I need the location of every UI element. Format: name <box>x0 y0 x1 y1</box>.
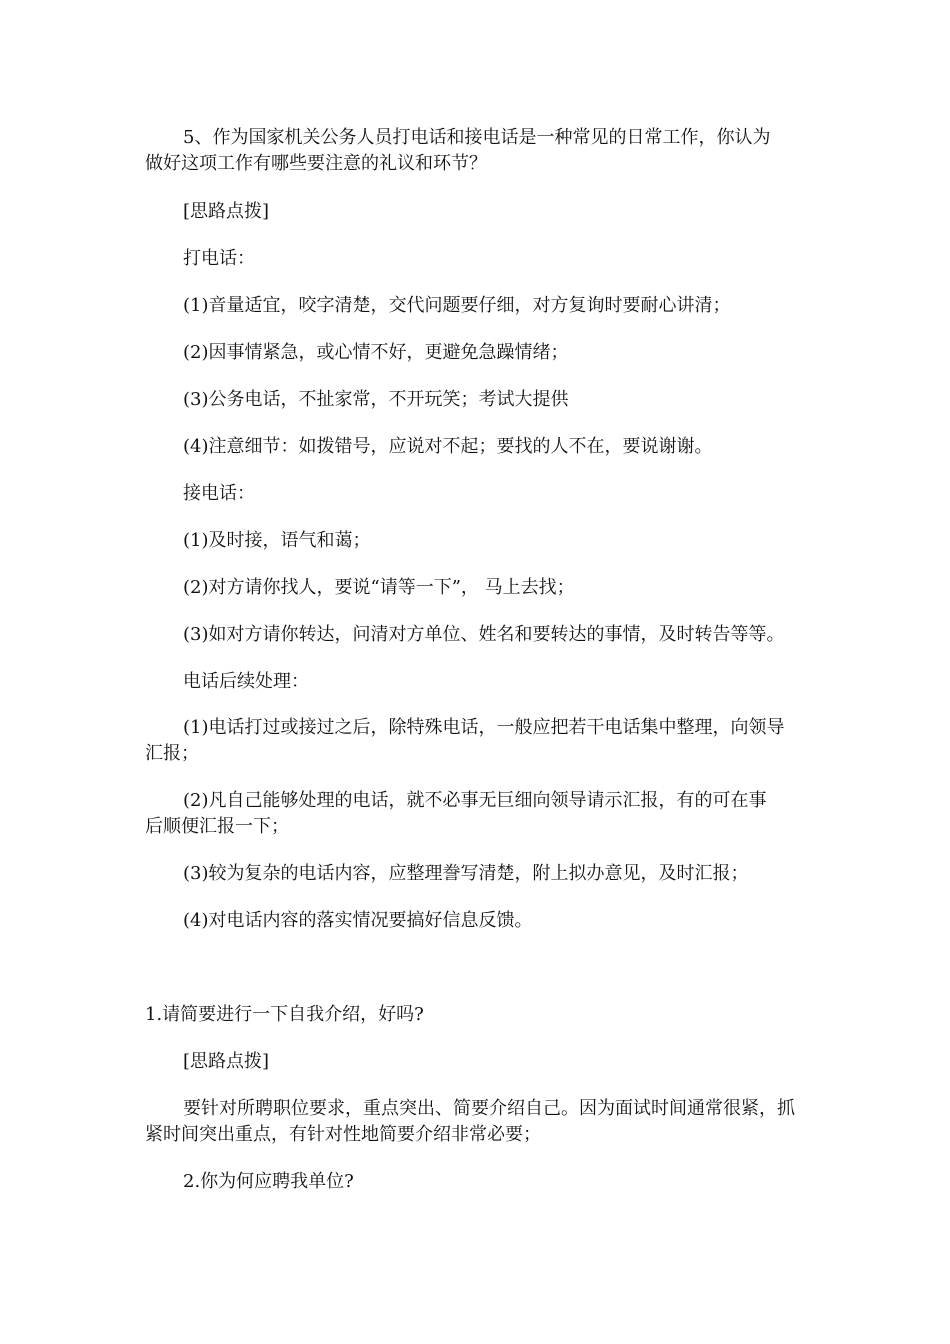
hint-label: [思路点拨] <box>183 201 270 222</box>
answer-call-item: (2)对方请你找人，要说“请等一下”， 马上去找； <box>183 577 575 598</box>
followup-item: (3)较为复杂的电话内容，应整理誊写清楚，附上拟办意见，及时汇报； <box>183 863 749 884</box>
make-call-item: (4)注意细节：如拨错号，应说对不起；要找的人不在，要说谢谢。 <box>183 436 713 457</box>
followup-heading: 电话后续处理： <box>183 671 309 692</box>
question-5-line-2: 做好这项工作有哪些要注意的礼议和环节？ <box>145 153 487 174</box>
question-1: 1.请简要进行一下自我介绍，好吗? <box>145 1004 424 1025</box>
followup-item-line-2: 后顺便汇报一下； <box>145 816 289 837</box>
make-call-item: (2)因事情紧急，或心情不好，更避免急躁情绪； <box>183 342 569 363</box>
make-call-heading: 打电话： <box>183 248 255 269</box>
make-call-item: (3)公务电话，不扯家常，不开玩笑；考试大提供 <box>183 389 569 410</box>
question-1-answer-line-1: 要针对所聘职位要求，重点突出、简要介绍自己。因为面试时间通常很紧，抓 <box>183 1098 795 1119</box>
answer-call-item: (1)及时接，语气和蔼； <box>183 530 371 551</box>
followup-item-line-2: 汇报； <box>145 743 199 764</box>
question-5-line-1: 5、作为国家机关公务人员打电话和接电话是一种常见的日常工作，你认为 <box>183 127 771 148</box>
followup-item-line-1: (1)电话打过或接过之后，除特殊电话，一般应把若干电话集中整理，向领导 <box>183 717 785 738</box>
followup-item <box>145 716 815 768</box>
question-2: 2.你为何应聘我单位? <box>183 1171 354 1192</box>
question-1-answer <box>145 1097 815 1149</box>
answer-call-item: (3)如对方请你转达，问清对方单位、姓名和要转达的事情，及时转告等等。 <box>183 624 785 645</box>
make-call-item: (1)音量适宜，咬字清楚，交代问题要仔细，对方复询时要耐心讲清； <box>183 295 731 316</box>
followup-item: (4)对电话内容的落实情况要搞好信息反馈。 <box>183 910 533 931</box>
hint-label: [思路点拨] <box>183 1051 270 1072</box>
followup-item <box>145 789 815 841</box>
answer-call-heading: 接电话： <box>183 483 255 504</box>
question-5 <box>145 126 815 178</box>
question-1-answer-line-2: 紧时间突出重点，有针对性地简要介绍非常必要； <box>145 1124 541 1145</box>
followup-item-line-1: (2)凡自己能够处理的电话，就不必事无巨细向领导请示汇报，有的可在事 <box>183 790 767 811</box>
